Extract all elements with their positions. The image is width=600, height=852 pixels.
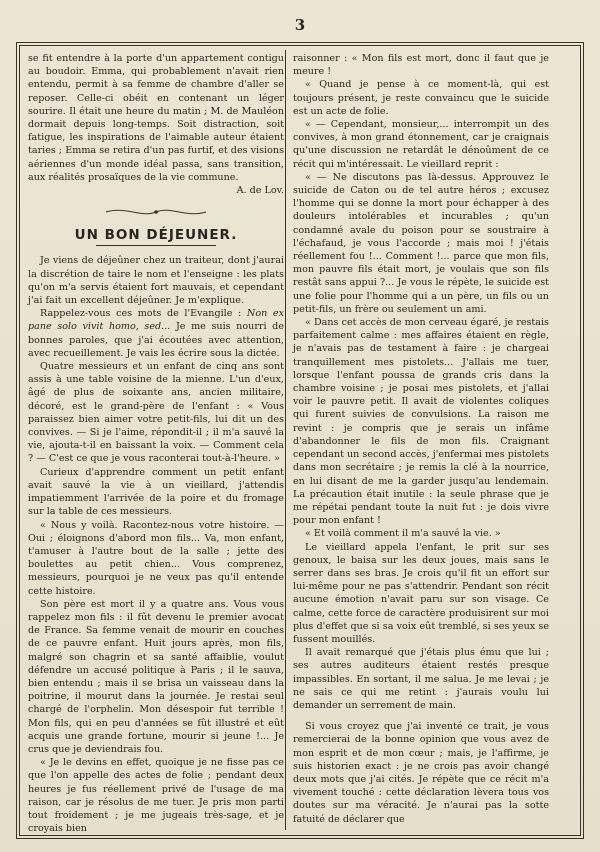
paragraph: Curieux d'apprendre comment un petit enfant avait sauvé la vie à un vieillard, j'attendis impatiemment l'arrivée de la poire et du fromage sur la table de ces messieurs. [28, 466, 284, 518]
paragraph: se fit entendre à la porte d'un appartement contigu au boudoir. Emma, qui probablement n'avait rien entendu, permit à sa femme de chambre d'aller se reposer. Celle-ci obéit en contenant un léger sourire. Il était une heure du matin ; M. de Mauléon dormait depuis long-temps. Soit distraction, soit fatigue, les inspirations de l'aimable auteur étaient taries ; Emma se retira d'un pas furtif, et des visions aériennes d'un monde idéal passa, sans transition, aux réalités prosaïques de la vie commune. [28, 53, 284, 183]
paragraph: « Nous y voilà. Racontez-nous votre histoire. — Oui ; éloignons d'abord mon fils... Va, mon enfant, t'amuser à l'autre bout de la salle ; jette des boulettes au petit chien... Vous comprenez, messieurs, pourquoi je ne veux pas qu'il entende cette histoire. [28, 519, 284, 597]
paragraph: Le vieillard appela l'enfant, le prit sur ses genoux, le baisa sur les deux joues, mais sans le serrer dans ses bras. Je crois qu'il fit un effort sur lui-même pour ne pas s'attendrir. Pendant son récit aucune émotion n'avait paru sur son visage. Ce calme, cette force de caractère produisirent sur moi plus d'effet que si sa voix eût tremblé, si ses yeux se fussent mouillés. [293, 541, 549, 645]
page-number: 3 [294, 16, 306, 34]
paragraph: « — Ne discutons pas là-dessus. Approuvez le suicide de Caton ou de tel autre héros ; excusez l'homme qui se donne la mort pour échapper à des douleurs intolérables et incurables ; qu'un condamné avale du poison pour se soustraire à l'échafaud, je vous l'accorde ; mais moi ! j'étais réellement fou !... Comment !... parce que mon fils, mon pauvre fils était mort, je voulais que son fils restât sans appui ?... Je vous le répète, le suicide est une folie pour l'homme qui a un père, un fils ou un petit-fils, un frère ou seulement un ami. [293, 171, 549, 315]
paragraph: raisonner : « Mon fils est mort, donc il faut que je meure ! [293, 53, 549, 78]
text-run: Rappelez-vous ces mots de l'Evangile : [40, 308, 247, 320]
right-column [293, 52, 549, 828]
left-column [28, 52, 284, 835]
latin-quote: Non ex pane solo vivit homo, sed... [28, 308, 284, 333]
paragraph: Il avait remarqué que j'étais plus ému que lui ; ses autres auditeurs étaient restés presque impassibles. En sortant, il me salua. Je me levai ; je ne sais ce qui me retint : j'aurais voulu lui demander un serrement de main. [293, 647, 549, 711]
paragraph: « Je le devins en effet, quoique je ne fisse pas ce que l'on appelle des actes de folie ; pendant deux heures je fus réellement privé de l'usage de ma raison, car je résolus de me tuer. Je pris mon parti tout froidement ; je me jugeais très-sage, et je croyais bien [28, 757, 284, 835]
paragraph: Son père est mort il y a quatre ans. Vous vous rappelez mon fils : il fût devenu le premier avocat de France. Sa femme venait de mourir en couches de ce pauvre enfant. Huit jours après, mon fils, malgré son chagrin et sa santé affaiblie, voulut défendre un accusé politique à Paris ; il le sauva, bien entendu ; mais il se brisa un vaisseau dans la poitrine, il mourut dans la journée. Je restai seul chargé de l'orphelin. Mon désespoir fut terrible ! Mon fils, qui en peu d'années se fût illustré et eût acquis une grande fortune, mourir si jeune !... Je crus que je deviendrais fou. [28, 598, 284, 755]
paragraph: Quatre messieurs et un enfant de cinq ans sont assis à une table voisine de la mienne. L'un d'eux, âgé de plus de soixante ans, ancien militaire, décoré, est le grand-père de l'enfant : « Vous paraissez bien aimer votre petit-fils, lui dit un des convives. — Si je l'aime, répondit-il ; il m'a sauvé la vie, ajouta-t-il en baissant la voix. — Comment cela ? — C'est ce que je vous raconterai tout-à-l'heure. » [28, 361, 284, 465]
author-signature: A. de Lov. [236, 185, 284, 197]
paragraph-gap [293, 712, 549, 720]
paragraph: « Et voilà comment il m'a sauvé la vie. » [305, 528, 501, 540]
section-title: UN BON DÉJEUNER. [74, 227, 238, 244]
text-run: Je me suis nourri de bonnes paroles, que j'ai écoutées avec attention, avec recueillement. Je vais les écrire sous la dictée. [28, 321, 284, 359]
column-divider [285, 50, 286, 830]
paragraph: Je viens de déjeûner chez un traiteur, dont j'aurai la discrétion de taire le nom et l'enseigne : les plats qu'on m'a servis étaient fort mauvais, et cependant j'ai fait un excellent déjeûner. Je m'explique. [28, 255, 284, 307]
paragraph-with-quote [28, 307, 284, 360]
paragraph: Si vous croyez que j'ai inventé ce trait, je vous remercierai de la bonne opinion que vous avez de mon esprit et de mon cœur ; mais, je l'affirme, je suis historien exact : je ne crois pas avoir changé deux mots que j'ai cités. Je répète que ce récit m'a vivement touché : cette déclaration lèvera tous vos doutes sur ma véracité. Je n'aurai pas la sotte fatuité de déclarer que [293, 721, 549, 825]
ornament-flourish [28, 205, 284, 219]
title-underline [96, 245, 216, 246]
signature-line [28, 184, 284, 197]
paragraph: « Dans cet accès de mon cerveau égaré, je restais parfaitement calme : mes affaires étaient en règle, je n'avais pas de testament à faire : je chargeai tranquillement mes pistolets... J'allais me tuer, lorsque l'enfant poussa de grands cris dans la chambre voisine ; je posai mes pistolets, et j'allai voir le pauvre petit. Il avait de violentes coliques qui furent suivies de convulsions. La raison me revint : je compris que je serais un infâme d'abandonner le fils de mon fils. Craignant cependant un second accès, j'enfermai mes pistolets dans mon secrétaire ; je remis la clé à la nourrice, en lui disant de me la garder jusqu'au lendemain. La précaution était inutile : la seule phrase que je me répétai pendant toute la nuit fut : je dois vivre pour mon enfant ! [293, 317, 549, 527]
paragraph: « Quand je pense à ce moment-là, qui est toujours présent, je reste convaincu que le suicide est un acte de folie. [293, 79, 549, 117]
paragraph: « — Cependant, monsieur,... interrompit un des convives, à mon grand étonnement, car je craignais qu'une discussion ne retardât le dénoûment de ce récit qui m'intéressait. Le vieillard reprit : [293, 119, 549, 170]
